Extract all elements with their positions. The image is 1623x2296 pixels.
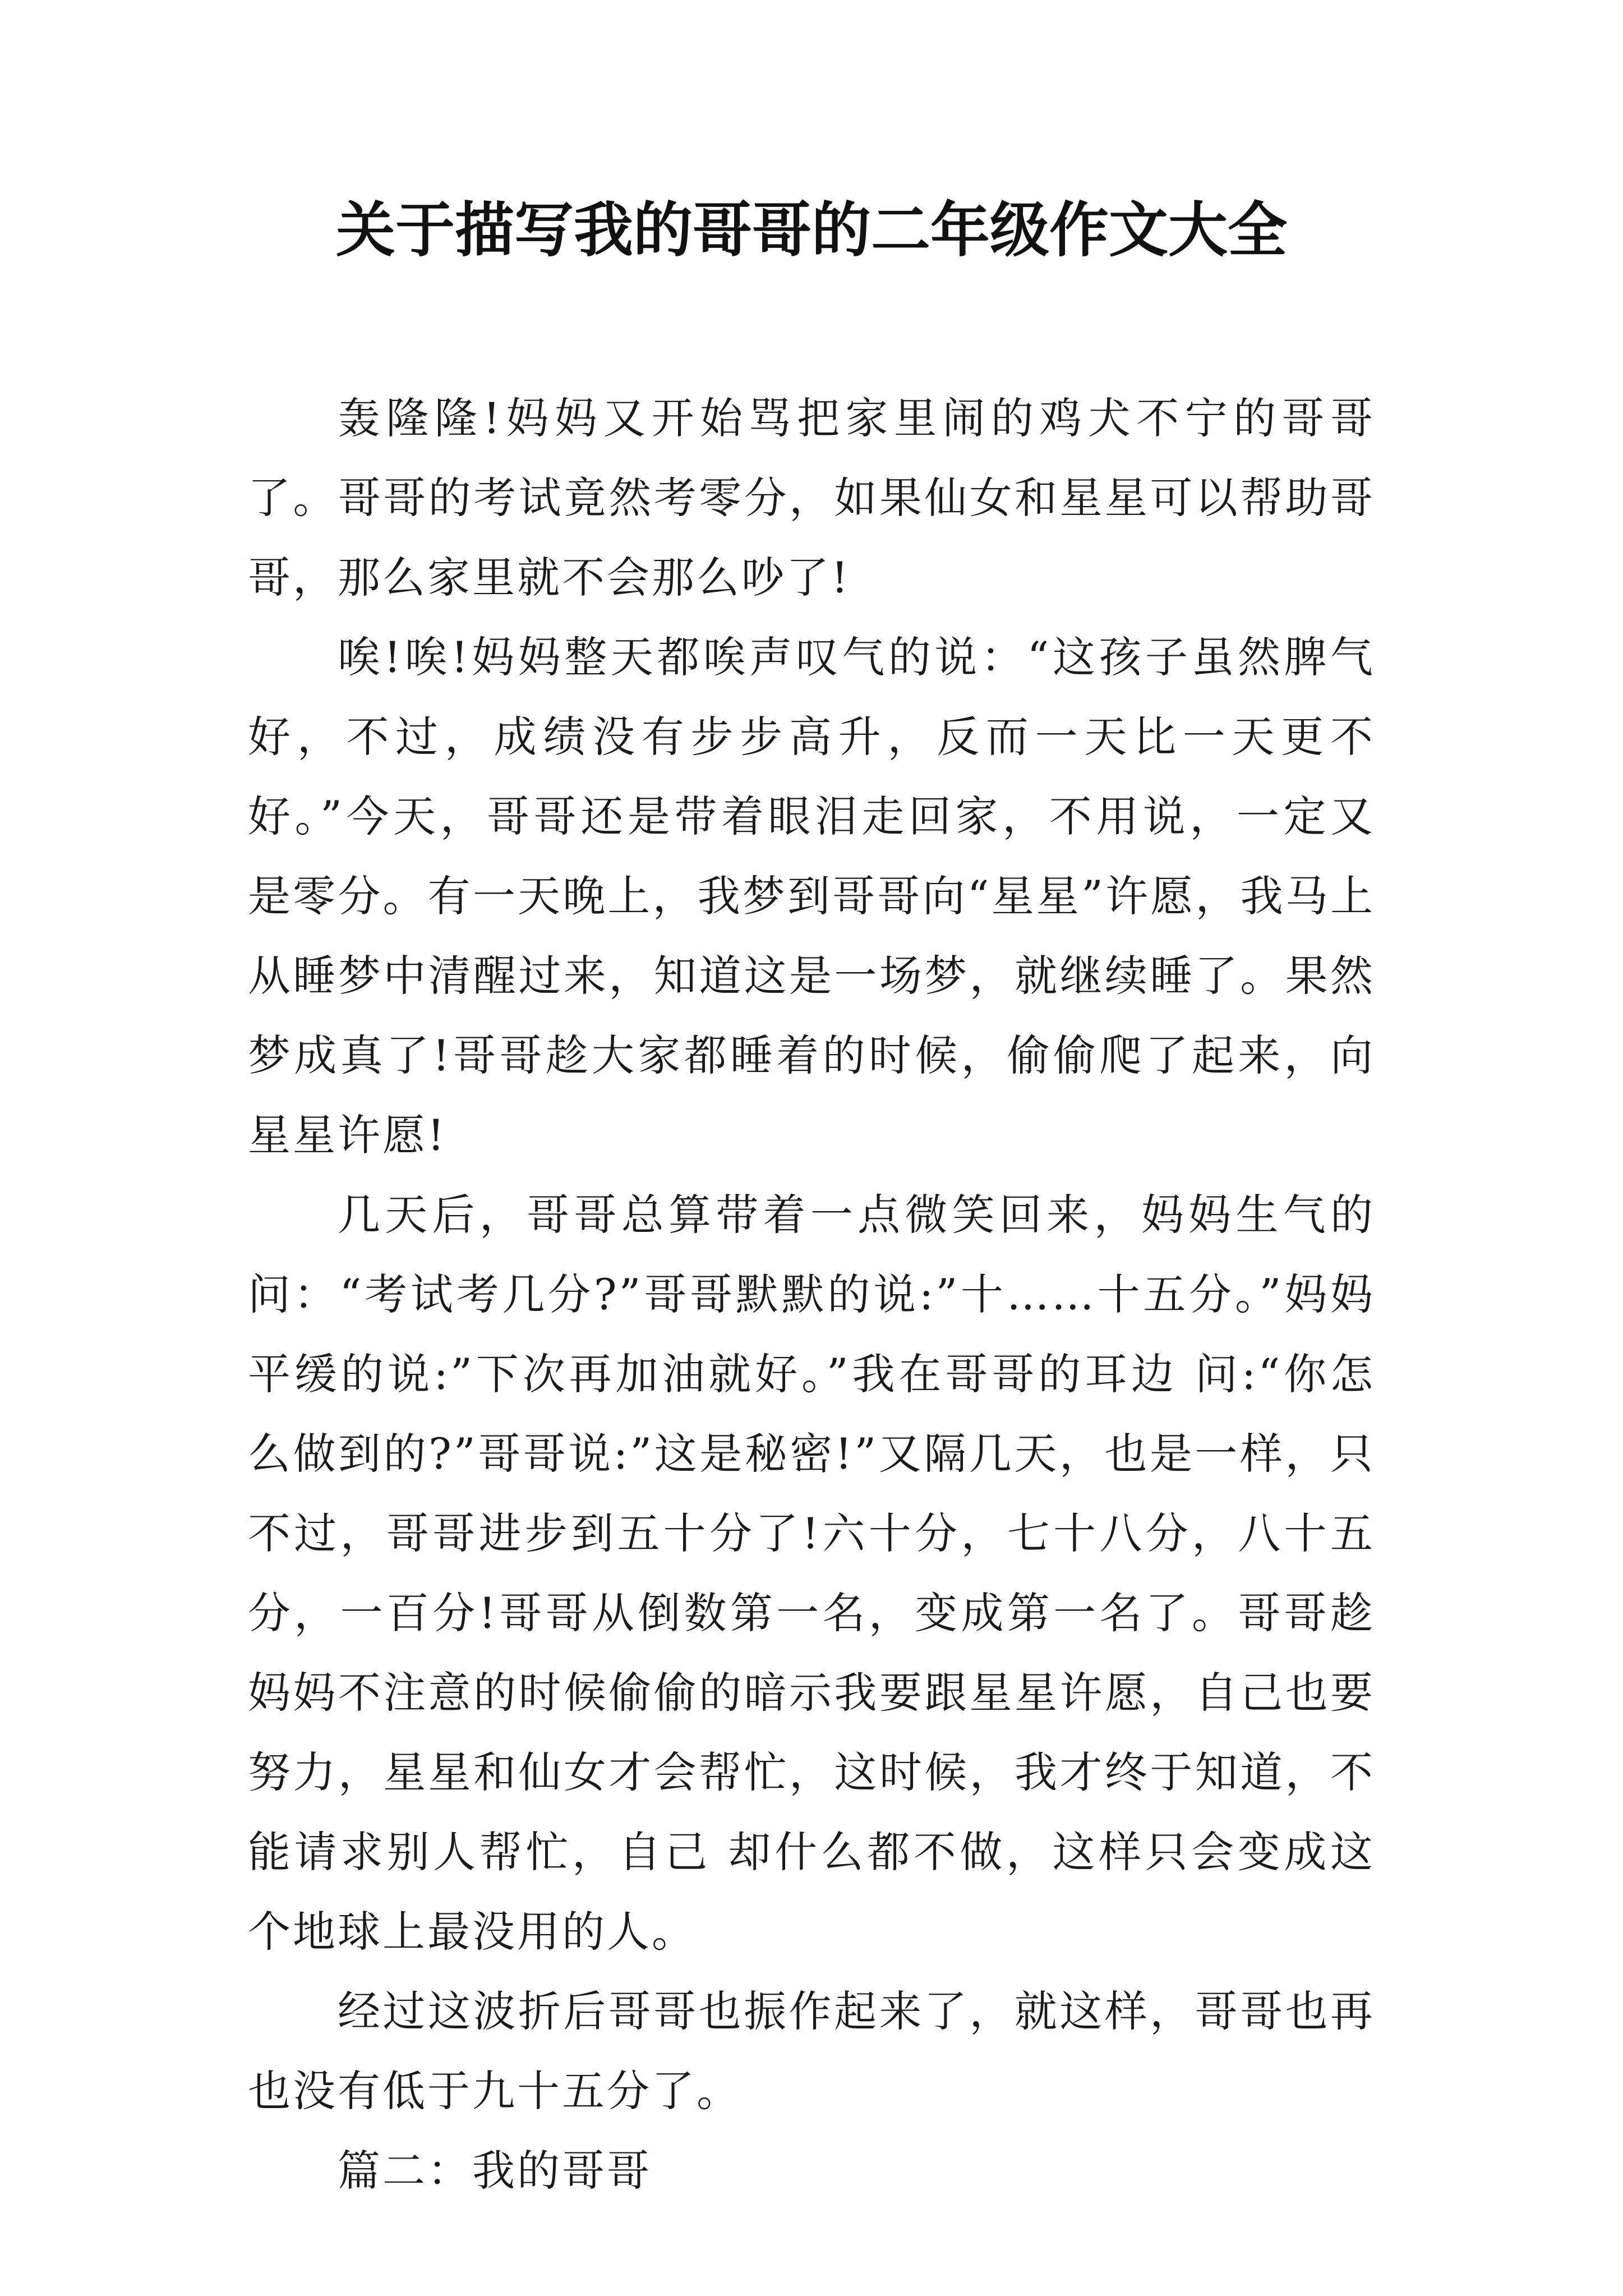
page-title: 关于描写我的哥哥的二年级作文大全 xyxy=(336,195,1287,265)
paragraph: 唉!唉!妈妈整天都唉声叹气的说：“这孩子虽然脾气好，不过，成绩没有步步高升，反而一天比一天更不好。”今天，哥哥还是带着眼泪走回家，不用说，一定又 是零分。有一天晚上，我梦到哥哥向“星星”许愿，我马上从睡梦中清醒过来，知道这是一场梦，就继续睡了。果然梦成真了!哥哥趁大家都睡着的时候，偷偷爬了起来，向星星许愿! xyxy=(248,632,1375,1160)
paragraph: 几天后，哥哥总算带着一点微笑回来，妈妈生气的问：“考试考几分?”哥哥默默的说:”十……十五分。”妈妈平缓的说:”下次再加油就好。”我在哥哥的耳边 问:“你怎么做到的?”哥哥说:”这是秘密!”又隔几天，也是一样，只不过，哥哥进步到五十分了!六十分，七十八分，八十五分，一百分!哥哥从倒数第一名，变成第一名了。哥哥趁妈妈不注意的时候偷偷的暗示我要跟星星许愿，自己也要努力，星星和仙女才会帮忙，这时候，我才终于知道，不能请求别人帮忙，自己 却什么都不做，这样只会变成这个地球上最没用的人。 xyxy=(248,1190,1375,1957)
section-heading: 篇二：我的哥哥 xyxy=(338,2146,652,2196)
paragraph: 经过这波折后哥哥也振作起来了，就这样，哥哥也再也没有低于九十五分了。 xyxy=(248,1986,1375,2116)
paragraph: 轰隆隆!妈妈又开始骂把家里闹的鸡犬不宁的哥哥了。哥哥的考试竟然考零分，如果仙女和星星可以帮助哥哥，那么家里就不会那么吵了! xyxy=(248,393,1375,602)
article-body xyxy=(248,379,1375,2211)
